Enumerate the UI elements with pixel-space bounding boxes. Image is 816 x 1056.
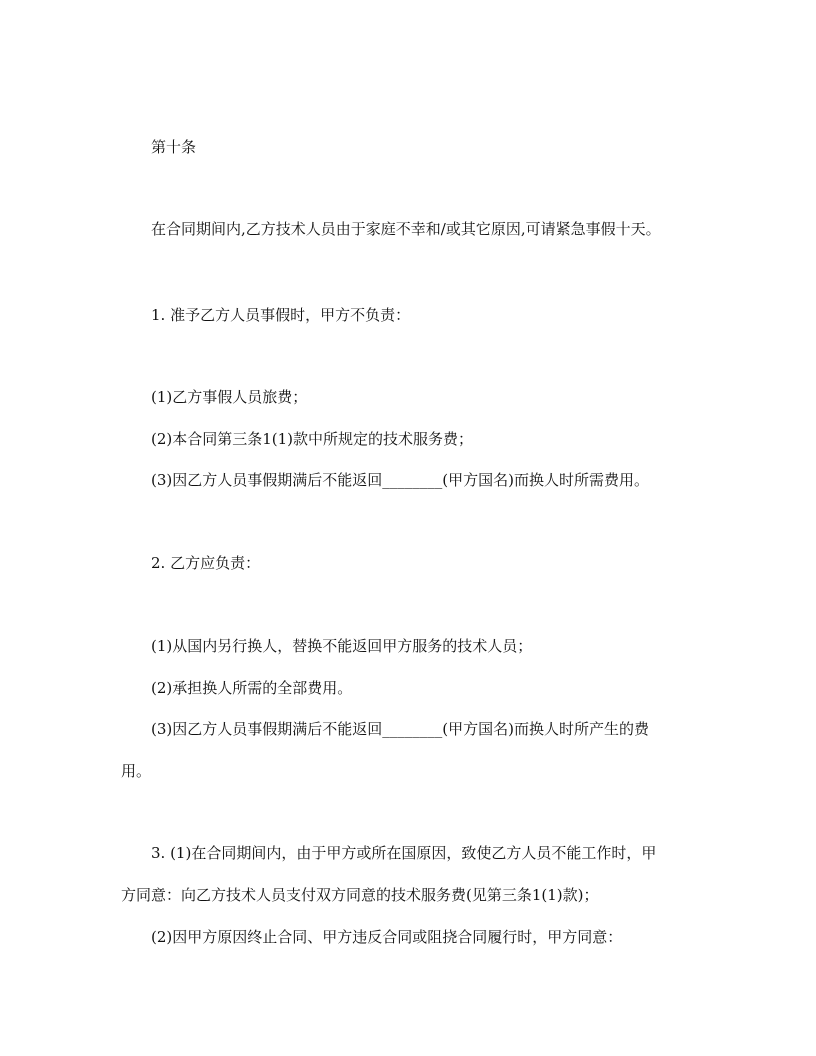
section-1-title: 1. 准予乙方人员事假时，甲方不负责： [151, 306, 411, 324]
section-1-item-1: (1)乙方事假人员旅费； [151, 388, 308, 406]
section-3-line-2: 方同意：向乙方技术人员支付双方同意的技术服务费(见第三条1(1)款)； [121, 886, 599, 904]
section-2-title: 2. 乙方应负责： [151, 554, 261, 572]
article-heading: 第十条 [151, 138, 197, 156]
section-2-item-3: (3)因乙方人员事假期满后不能返回________(甲方国名)而换人时所产生的费 [151, 720, 649, 738]
section-2-item-2: (2)承担换人所需的全部费用。 [151, 679, 353, 697]
section-1-item-2: (2)本合同第三条1(1)款中所规定的技术服务费； [151, 430, 474, 448]
section-2-item-1: (1)从国内另行换人，替换不能返回甲方服务的技术人员； [151, 637, 533, 655]
section-1-item-3: (3)因乙方人员事假期满后不能返回________(甲方国名)而换人时所需费用。 [151, 471, 649, 489]
intro-paragraph: 在合同期间内,乙方技术人员由于家庭不幸和/或其它原因,可请紧急事假十天。 [151, 220, 661, 238]
section-2-item-3-continuation: 用。 [121, 762, 152, 780]
section-3-line-1: 3. (1)在合同期间内，由于甲方或所在国原因，致使乙方人员不能工作时，甲 [151, 844, 657, 862]
section-3-line-3: (2)因甲方原因终止合同、甲方违反合同或阻挠合同履行时，甲方同意： [151, 928, 623, 946]
